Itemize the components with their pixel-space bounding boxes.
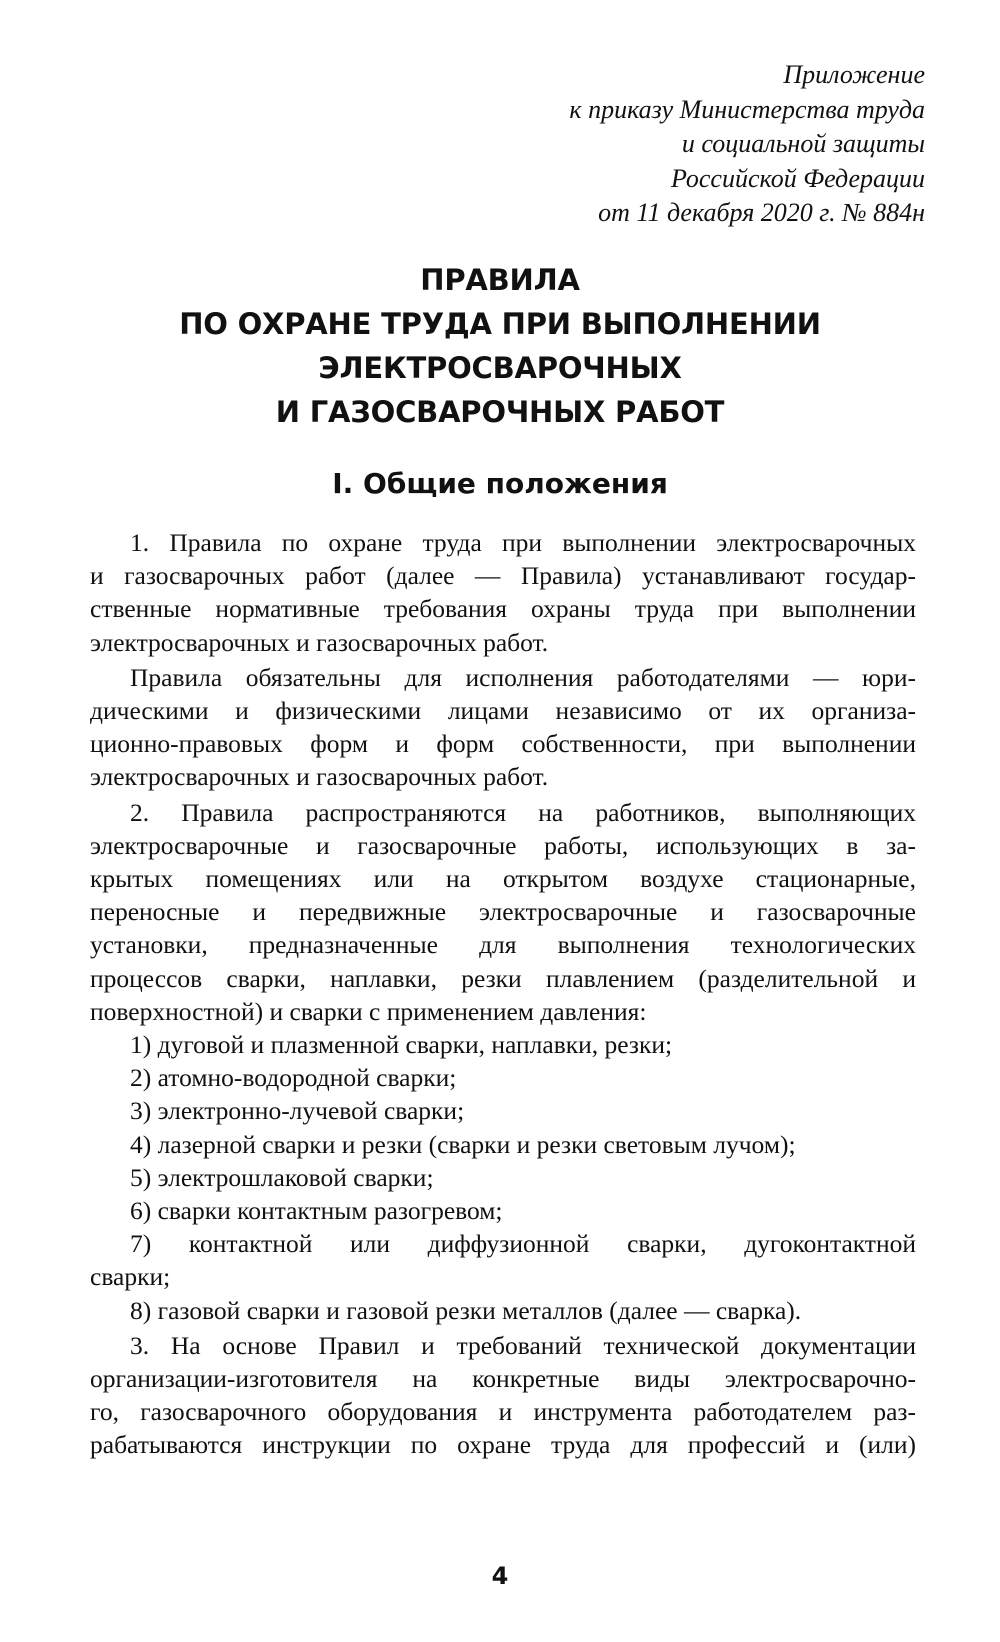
title-line: ЭЛЕКТРОСВАРОЧНЫХ [318, 351, 682, 385]
document-title [0, 258, 1000, 434]
text-line: Правила обязательны для исполнения работодателями — юри- [130, 662, 916, 692]
page-number: 4 [491, 1562, 509, 1590]
list-item: 7) контактной или диффузионной сварки, дугоконтактной [130, 1229, 916, 1259]
text-line: и газосварочных работ (далее — Правила) устанавливают государ- [90, 561, 916, 591]
text-line: электросварочные и газосварочные работы, использующих в за- [90, 830, 916, 860]
text-line: электросварочных и газосварочных работ. [90, 627, 549, 657]
text-line: ционно-правовых форм и форм собственности, при выполнении [90, 729, 916, 759]
text-line: электросварочных и газосварочных работ. [90, 762, 549, 792]
list-item: 8) газовой сварки и газовой резки металлов (далее — сварка). [130, 1295, 802, 1325]
appendix-line: Российской Федерации [670, 163, 925, 193]
list-item: 4) лазерной сварки и резки (сварки и резки световым лучом); [130, 1129, 796, 1159]
paragraph-1 [90, 526, 916, 659]
title-line: И ГАЗОСВАРОЧНЫХ РАБОТ [275, 395, 725, 429]
paragraph-3 [90, 796, 916, 1028]
paragraph-4 [90, 1329, 916, 1462]
appendix-line: Приложение [783, 60, 925, 89]
title-line: ПРАВИЛА [420, 263, 580, 297]
section-heading: I. Общие положения [332, 467, 668, 500]
list-item: 1) дуговой и плазменной сварки, наплавки, резки; [130, 1030, 673, 1060]
text-line: рабатываются инструкции по охране труда для профессий и (или) [90, 1430, 916, 1460]
appendix-line: и социальной защиты [681, 129, 925, 158]
text-line: крытых помещениях или на открытом воздухе стационарные, [90, 864, 916, 894]
text-line: 1. Правила по охране труда при выполнении электросварочных [130, 528, 916, 557]
text-line: поверхностной) и сварки с применением давления: [90, 996, 647, 1026]
appendix-line: к приказу Министерства труда [569, 94, 925, 124]
text-line: дическими и физическими лицами независимо от их организа- [90, 696, 916, 726]
welding-types-list [90, 1028, 916, 1327]
text-line: организации-изготовителя на конкретные виды электросварочно- [90, 1364, 916, 1394]
list-item: 5) электрошлаковой сварки; [130, 1162, 434, 1192]
text-line: установки, предназначенные для выполнения технологических [90, 930, 916, 960]
document-body [90, 526, 916, 1462]
appendix-line: от 11 декабря 2020 г. № 884н [598, 198, 925, 227]
appendix-note [365, 58, 925, 231]
list-item: 3) электронно-лучевой сварки; [130, 1096, 465, 1126]
text-line: процессов сварки, наплавки, резки плавлением (разделительной и [90, 963, 916, 993]
text-line: 3. На основе Правил и требований технической документации [130, 1330, 916, 1360]
title-line: ПО ОХРАНЕ ТРУДА ПРИ ВЫПОЛНЕНИИ [179, 307, 821, 341]
text-line: го, газосварочного оборудования и инструмента работодателем раз- [90, 1397, 916, 1427]
list-item: 2) атомно-водородной сварки; [130, 1063, 457, 1093]
list-item: 6) сварки контактным разогревом; [130, 1196, 503, 1226]
paragraph-2 [90, 661, 916, 794]
list-item-continuation: сварки; [90, 1262, 171, 1292]
text-line: переносные и передвижные электросварочные и газосварочные [90, 897, 916, 927]
text-line: ственные нормативные требования охраны труда при выполнении [90, 594, 916, 624]
text-line: 2. Правила распространяются на работников, выполняющих [130, 797, 916, 827]
